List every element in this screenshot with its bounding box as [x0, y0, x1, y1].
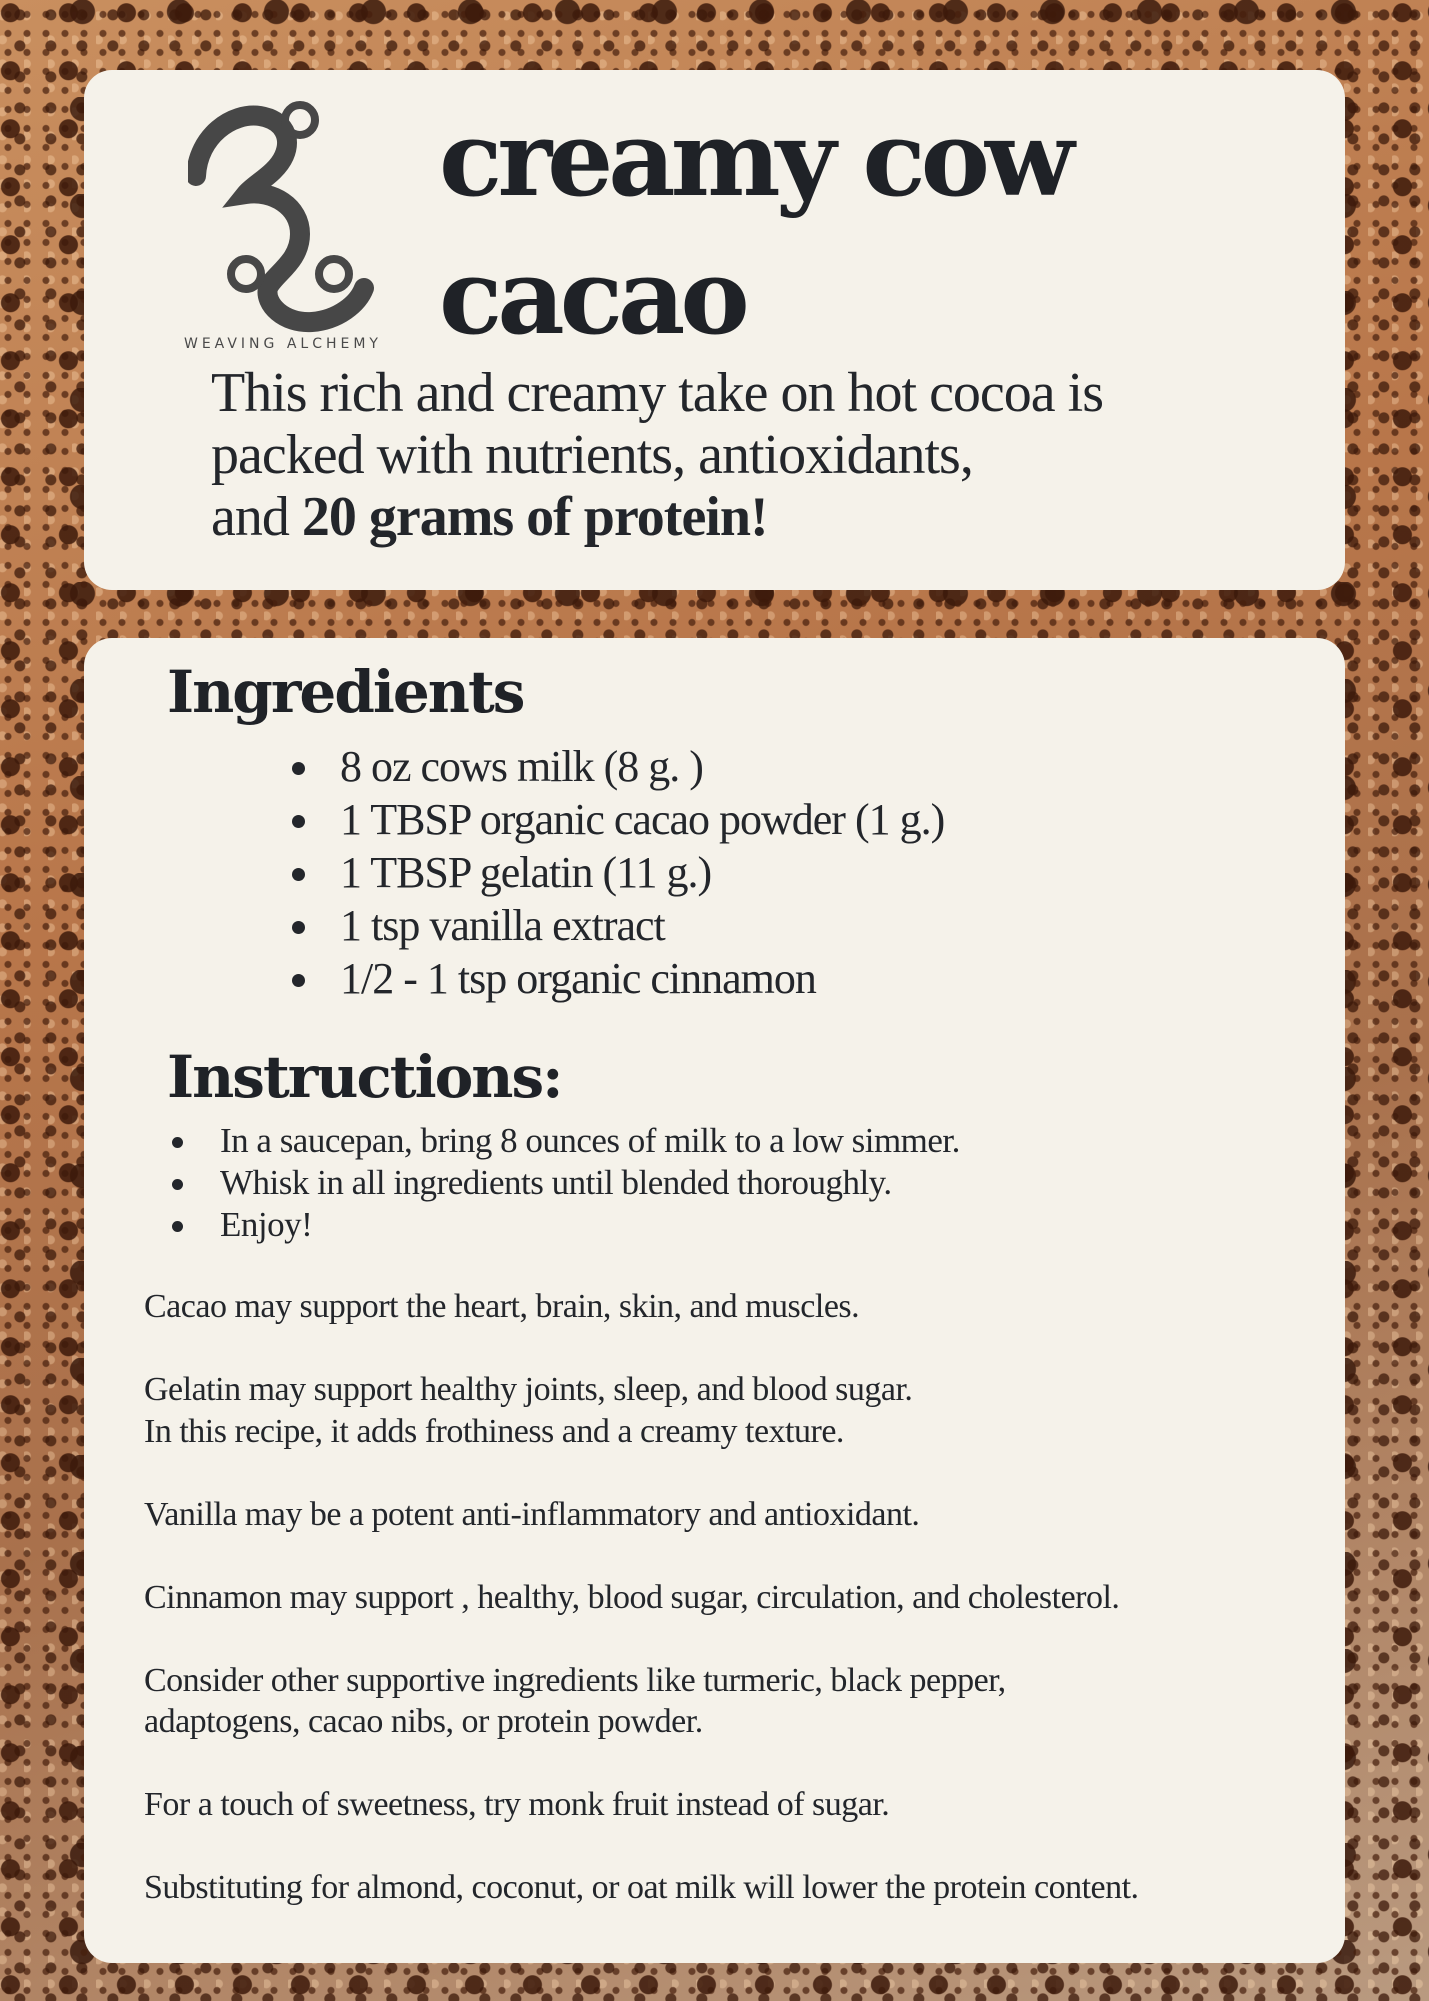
instructions-list [158, 1120, 960, 1246]
note-consider-line-2: adaptogens, cacao nibs, or protein powder. [144, 1703, 703, 1740]
swirl-symbol-logo-icon [188, 98, 378, 333]
recipe-card [84, 638, 1345, 1963]
intro-line-1: This rich and creamy take on hot cocoa is [211, 362, 1103, 424]
note-substitute: Substituting for almond, coconut, or oat milk will lower the protein content. [144, 1869, 1139, 1906]
instruction-step: Whisk in all ingredients until blended thoroughly. [158, 1162, 960, 1204]
note-vanilla: Vanilla may be a potent anti-inflammatory and antioxidant. [144, 1495, 920, 1533]
ingredient-item: 8 oz cows milk (8 g. ) [284, 740, 944, 793]
logo-wordmark: WEAVING ALCHEMY [183, 336, 382, 352]
note-consider-line-1: Consider other supportive ingredients like turmeric, black pepper, [144, 1661, 1006, 1699]
ingredient-item: 1/2 - 1 tsp organic cinnamon [284, 952, 944, 1005]
instruction-step: In a saucepan, bring 8 ounces of milk to a low simmer. [158, 1120, 960, 1162]
recipe-title [439, 90, 1070, 366]
protein-highlight: 20 grams of protein! [301, 486, 768, 548]
note-gelatin [144, 1369, 1294, 1452]
ingredient-item: 1 tsp vanilla extract [284, 899, 944, 952]
note-sweetness: For a touch of sweetness, try monk fruit instead of sugar. [144, 1786, 890, 1823]
recipe-intro [211, 362, 1291, 548]
ingredient-item: 1 TBSP gelatin (11 g.) [284, 846, 944, 899]
intro-line-3-prefix: and [211, 486, 302, 548]
ingredients-heading: Ingredients [167, 658, 524, 726]
ingredient-notes [144, 1286, 1294, 1950]
intro-line-2: packed with nutrients, antioxidants, [211, 424, 973, 486]
header-card [84, 70, 1345, 590]
instructions-heading: Instructions: [167, 1043, 562, 1111]
note-cacao: Cacao may support the heart, brain, skin, and muscles. [144, 1288, 860, 1325]
note-gelatin-line-1: Gelatin may support healthy joints, sleep, and blood sugar. [144, 1371, 913, 1408]
title-line-1: creamy cow [439, 97, 1070, 220]
instruction-step: Enjoy! [158, 1204, 960, 1246]
note-cinnamon: Cinnamon may support , healthy, blood sugar, circulation, and cholesterol. [144, 1578, 1120, 1616]
note-gelatin-line-2: In this recipe, it adds frothiness and a creamy texture. [144, 1412, 844, 1450]
ingredients-list [284, 740, 944, 1005]
ingredient-item: 1 TBSP organic cacao powder (1 g.) [284, 793, 944, 846]
title-line-2: cacao [439, 235, 745, 358]
note-consider [144, 1660, 1294, 1743]
